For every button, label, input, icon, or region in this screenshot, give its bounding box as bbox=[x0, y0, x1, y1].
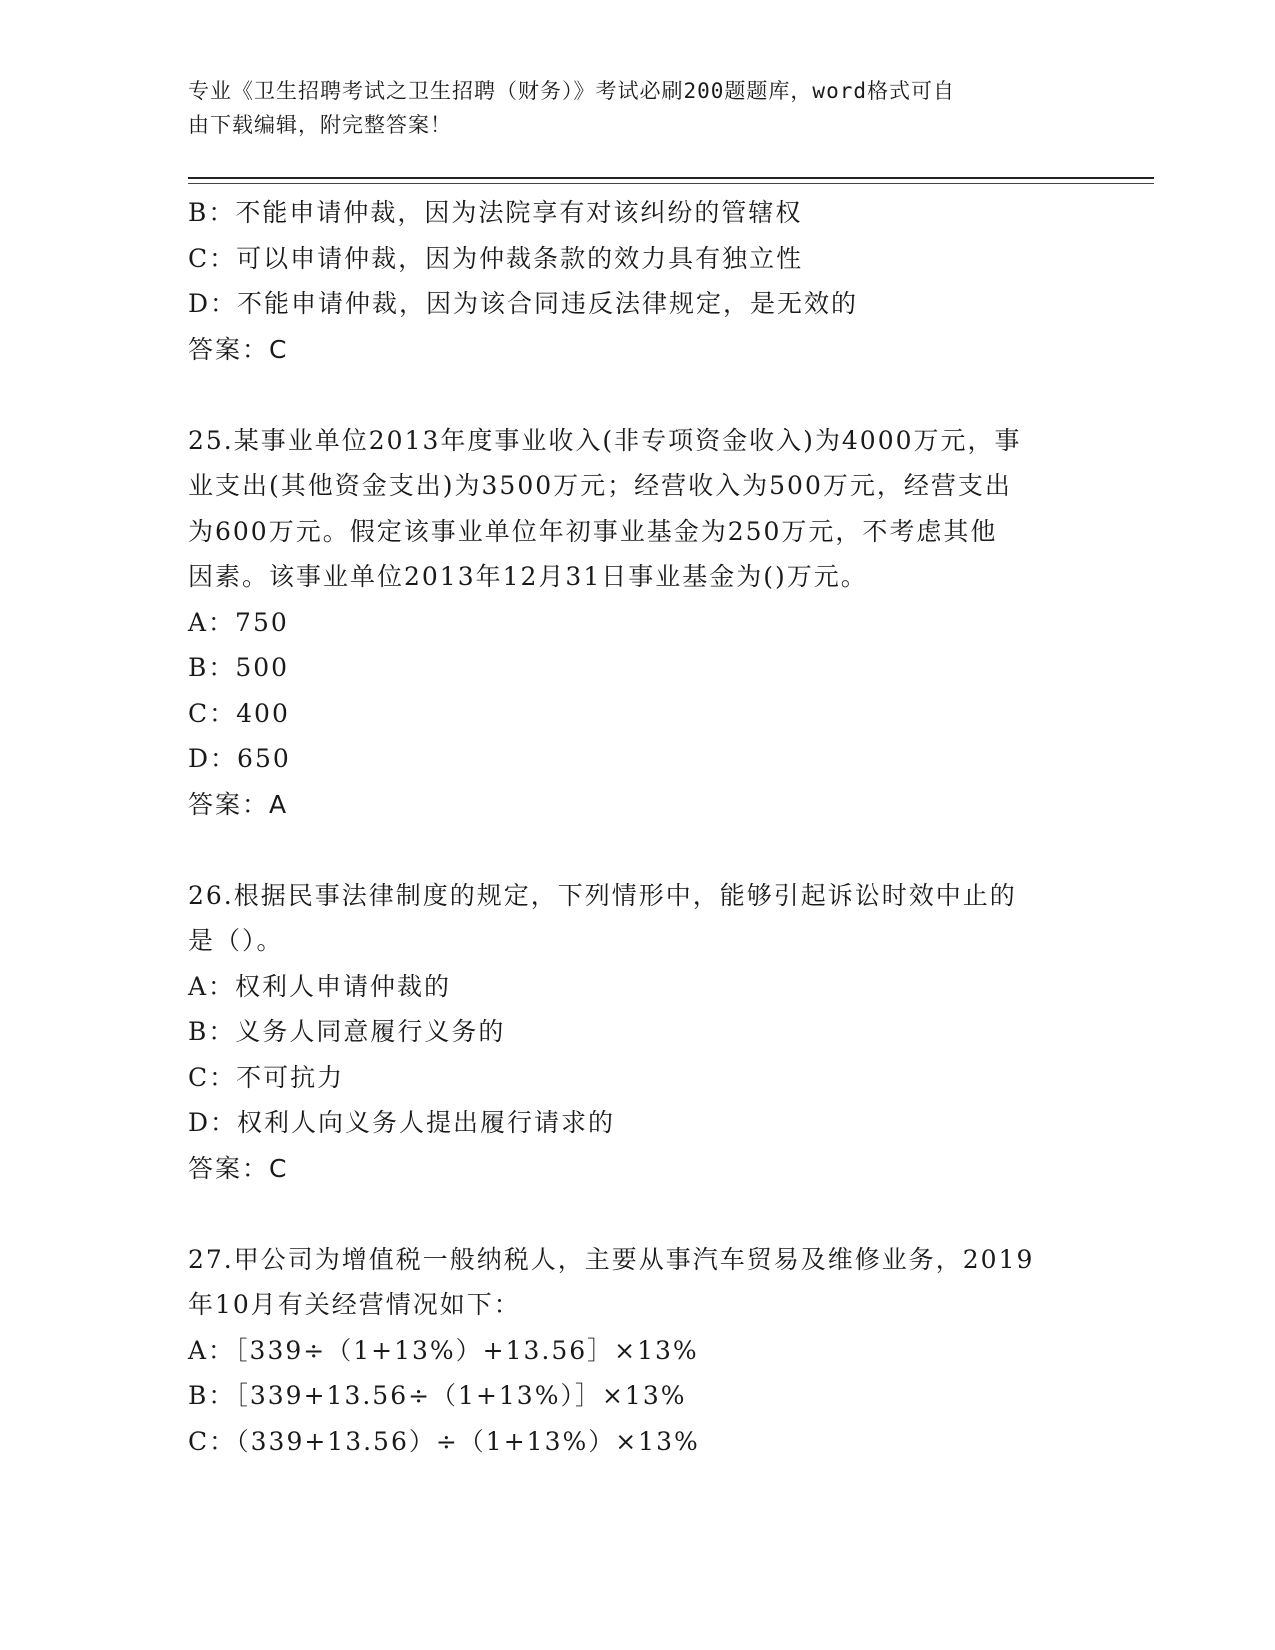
option-b: B：义务人同意履行义务的 bbox=[188, 1017, 506, 1046]
option-a: A：权利人申请仲裁的 bbox=[188, 971, 452, 1001]
question-text-line: 年10月有关经营情况如下： bbox=[188, 1290, 521, 1319]
option-c: C：不可抗力 bbox=[188, 1062, 345, 1092]
header-divider-thick bbox=[188, 177, 1154, 179]
answer: 答案：C bbox=[188, 334, 289, 364]
option-b: B：不能申请仲裁，因为法院享有对该纠纷的管辖权 bbox=[188, 198, 803, 227]
option-d: D：不能申请仲裁，因为该合同违反法律规定，是无效的 bbox=[188, 289, 859, 318]
option-d: D：权利人向义务人提出履行请求的 bbox=[188, 1108, 616, 1137]
header-line-1: 专业《卫生招聘考试之卫生招聘（财务）》考试必刷200题题库，word格式可自 bbox=[188, 79, 955, 103]
question-content bbox=[188, 190, 1088, 1464]
question-25 bbox=[188, 418, 1088, 828]
question-text-line: 26.根据民事法律制度的规定，下列情形中，能够引起诉讼时效中止的 bbox=[188, 880, 1017, 910]
answer: 答案：A bbox=[188, 789, 289, 819]
option-a: A：750 bbox=[188, 607, 289, 637]
question-26 bbox=[188, 873, 1088, 1192]
question-text-line: 业支出(其他资金支出)为3500万元；经营收入为500万元，经营支出 bbox=[188, 471, 1012, 500]
option-d: D：650 bbox=[188, 744, 291, 773]
option-c: C：可以申请仲裁，因为仲裁条款的效力具有独立性 bbox=[188, 243, 804, 273]
question-24 bbox=[188, 190, 1088, 372]
spacer bbox=[188, 1191, 1088, 1237]
option-c: C：400 bbox=[188, 698, 290, 728]
question-text-line: 为600万元。假定该事业单位年初事业基金为250万元，不考虑其他 bbox=[188, 516, 998, 546]
header-divider-thin bbox=[188, 183, 1154, 184]
question-text-line: 27.甲公司为增值税一般纳税人，主要从事汽车贸易及维修业务，2019 bbox=[188, 1244, 1035, 1274]
answer: 答案：C bbox=[188, 1153, 289, 1183]
question-27 bbox=[188, 1237, 1088, 1465]
option-b: B：［339+13.56÷（1+13%）］×13% bbox=[188, 1381, 687, 1410]
option-a: A：［339÷（1+13%）+13.56］×13% bbox=[188, 1335, 699, 1365]
spacer bbox=[188, 827, 1088, 873]
question-text-line: 是（）。 bbox=[188, 926, 284, 955]
page-header bbox=[188, 74, 1078, 142]
option-c: C：（339+13.56）÷（1+13%）×13% bbox=[188, 1426, 700, 1456]
header-line-2: 由下载编辑，附完整答案！ bbox=[188, 113, 452, 137]
question-text-line: 因素。该事业单位2013年12月31日事业基金为()万元。 bbox=[188, 562, 868, 591]
spacer bbox=[188, 372, 1088, 418]
question-text-line: 25.某事业单位2013年度事业收入(非专项资金收入)为4000万元，事 bbox=[188, 425, 1022, 455]
option-b: B：500 bbox=[188, 653, 290, 682]
